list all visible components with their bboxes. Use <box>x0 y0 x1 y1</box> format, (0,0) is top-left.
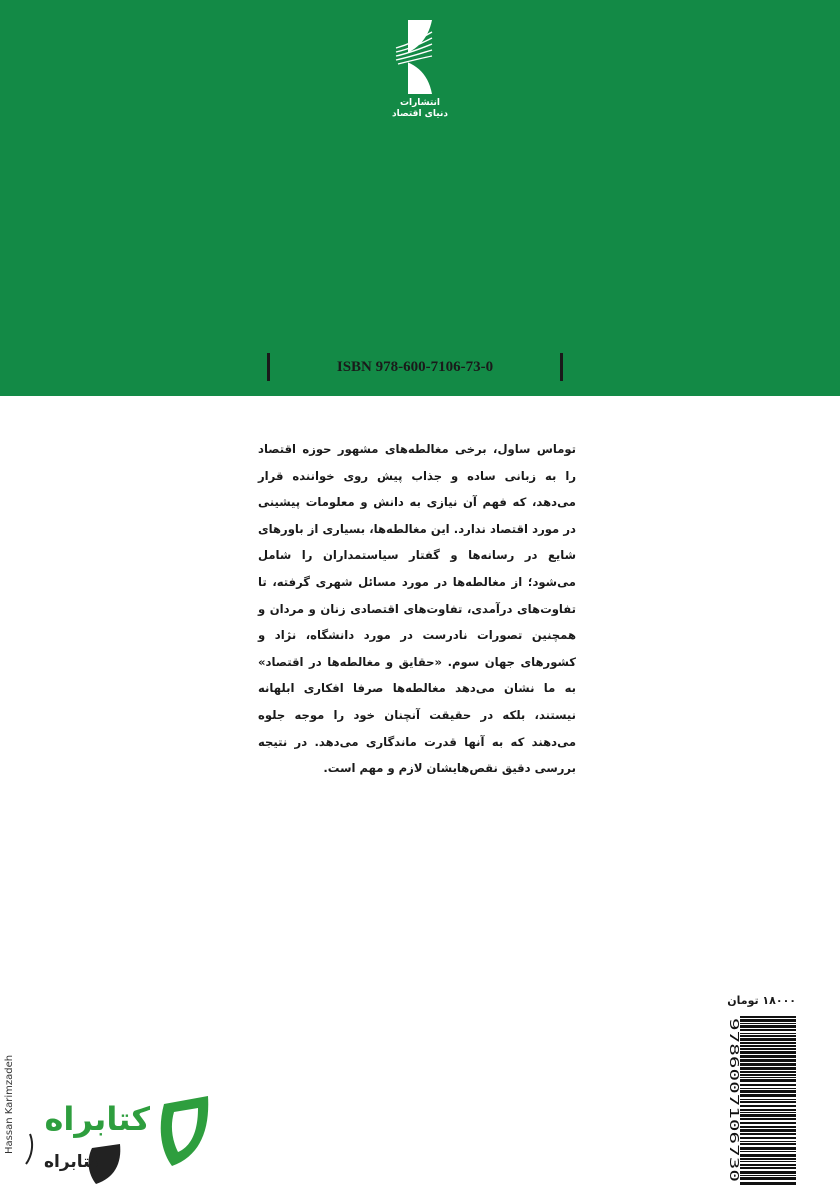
price-label: ۱۸۰۰۰ تومان <box>727 994 796 1007</box>
ketabrah-watermark-large: کتابراه <box>44 1100 150 1138</box>
barcode-bar <box>740 1016 796 1018</box>
barcode-bar <box>740 1126 796 1128</box>
barcode-bar <box>740 1133 796 1135</box>
barcode-bar <box>740 1048 796 1050</box>
barcode-bar <box>740 1094 796 1097</box>
publisher-name <box>360 98 480 120</box>
barcode-bar <box>740 1143 796 1145</box>
barcode-bar <box>740 1175 796 1176</box>
barcode-bar <box>740 1077 796 1078</box>
barcode-bar <box>740 1090 796 1093</box>
barcode-bar <box>740 1112 796 1113</box>
barcode-bar <box>740 1122 796 1124</box>
ketabrah-watermark-small: کتابراه <box>43 1152 100 1172</box>
barcode-bar <box>740 1088 796 1089</box>
publisher-name-line2: دنیای اقتصاد <box>392 109 448 119</box>
barcode-bar <box>740 1042 796 1044</box>
barcode-bar <box>740 1167 796 1169</box>
barcode-bar <box>740 1074 796 1076</box>
barcode-bar <box>740 1164 796 1166</box>
barcode-bar <box>740 1023 796 1024</box>
barcode-bar <box>740 1182 796 1185</box>
barcode <box>722 1014 796 1186</box>
barcode-bar <box>740 1033 796 1034</box>
barcode-bar <box>740 1055 796 1058</box>
barcode-bar <box>740 1029 796 1031</box>
barcode-bar <box>740 1109 796 1111</box>
barcode-bar <box>740 1071 796 1073</box>
barcode-bar <box>740 1045 796 1047</box>
barcode-bar <box>740 1154 796 1157</box>
barcode-bar <box>740 1067 796 1070</box>
barcode-bar <box>740 1141 796 1142</box>
barcode-bar <box>740 1114 796 1117</box>
barcode-bar <box>740 1147 796 1150</box>
barcode-bar <box>740 1099 796 1100</box>
cover-green-band <box>0 0 840 396</box>
barcode-digits: 9786007106730 <box>727 1018 741 1112</box>
barcode-bar <box>740 1105 796 1107</box>
barcode-bar <box>740 1051 796 1054</box>
barcode-bar <box>740 1158 796 1160</box>
designer-credit: Hassan Karimzadeh <box>4 1054 15 1154</box>
barcode-bar <box>740 1035 796 1037</box>
barcode-bar <box>740 1038 796 1041</box>
barcode-bar <box>740 1101 796 1103</box>
barcode-bar <box>740 1084 796 1086</box>
isbn-text: ISBN 978-600-7106-73-0 <box>336 359 494 375</box>
barcode-bar <box>740 1025 796 1028</box>
barcode-bar <box>740 1019 796 1022</box>
barcode-bar <box>740 1137 796 1139</box>
barcode-bar <box>740 1079 796 1082</box>
barcode-bar <box>740 1059 796 1062</box>
barcode-bar <box>740 1161 796 1162</box>
barcode-bar <box>740 1171 796 1174</box>
barcode-bar <box>740 1118 796 1120</box>
barcode-bar <box>740 1063 796 1066</box>
barcode-bar <box>740 1129 796 1132</box>
barcode-bar <box>740 1177 796 1180</box>
barcode-bar <box>740 1151 796 1152</box>
back-cover-blurb: توماس ساول، برخی مغالطه‌های مشهور حوزه اقتصاد را به زبانی ساده و جذاب پیش روی خواننده قرار می‌دهد، که فهم آن نیازی به دانش و معلومات پیشینی در مورد اقتصاد ندارد. این مغالطه‌ها، بسیاری از باورهای شایع در رسانه‌ها و گفتار سیاستمداران را شامل می‌شود؛ از مغالطه‌ها در مورد مسائل شهری گرفته، تا تفاوت‌های درآمدی، تفاوت‌های اقتصادی زنان و مردان و همچنین تصورات نادرست در مورد دانشگاه، نژاد و کشورهای جهان سوم. «حقایق و مغالطه‌ها در اقتصاد» به ما نشان می‌دهد مغالطه‌ها صرفا افکاری ابلهانه نیستند، بلکه در حقیقت آنچنان خود را موجه جلوه می‌دهند که به آنها قدرت ماندگاری می‌دهد. در نتیجه بررسی دقیق نقص‌هایشان لازم و مهم است. <box>258 442 576 776</box>
isbn-strip <box>267 353 563 381</box>
publisher-name-line1: انتشارات <box>400 98 440 108</box>
